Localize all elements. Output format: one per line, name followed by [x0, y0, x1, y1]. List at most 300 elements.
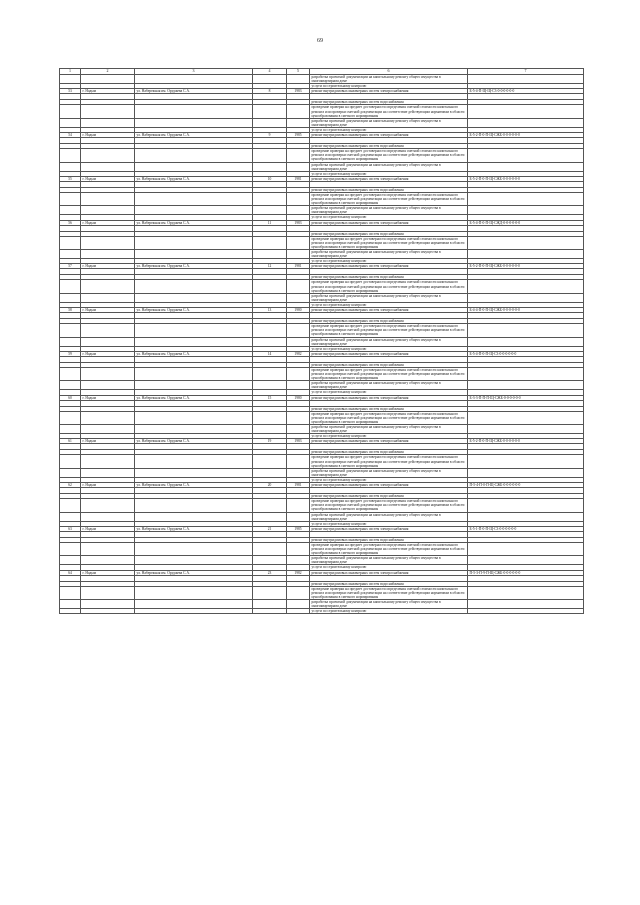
empty-cell: [253, 425, 287, 434]
empty-cell: [81, 411, 135, 424]
year-cell: 1981: [287, 264, 310, 269]
empty-cell: [253, 367, 287, 380]
house-number-cell: 15: [253, 395, 287, 400]
empty-cell: [287, 468, 310, 477]
work-type-cell: услуги по строительному контролю: [310, 521, 468, 526]
empty-cell: [253, 324, 287, 337]
empty-cell: [468, 324, 584, 337]
empty-cell: [81, 542, 135, 555]
empty-cell: [60, 192, 81, 205]
empty-cell: [81, 556, 135, 565]
column-number-cell: 1: [60, 69, 81, 75]
house-number-cell: 13: [253, 308, 287, 313]
table-row-entry: [60, 220, 584, 225]
empty-cell: [253, 280, 287, 293]
empty-cell: [60, 280, 81, 293]
empty-cell: [468, 337, 584, 346]
empty-cell: [81, 609, 135, 614]
row-number-cell: 63: [60, 526, 81, 531]
object-code-cell: Б-5-4-П-Щ-Щ-С3-0-0-0-0-0-0: [468, 89, 584, 94]
row-number-cell: 56: [60, 220, 81, 225]
object-code-cell: Б-3-3-П-П-П-Щ-СЖБ-0-0-0-0-0-0: [468, 395, 584, 400]
empty-cell: [60, 293, 81, 302]
row-number-cell: 61: [60, 439, 81, 444]
empty-cell: [253, 542, 287, 555]
table-row: [60, 162, 584, 171]
empty-cell: [135, 75, 253, 84]
table-row: [60, 542, 584, 555]
work-type-cell: услуги по строительному контролю: [310, 127, 468, 132]
table-row: [60, 337, 584, 346]
column-number-cell: 2: [81, 69, 135, 75]
empty-cell: [253, 381, 287, 390]
empty-cell: [60, 381, 81, 390]
empty-cell: [135, 556, 253, 565]
empty-cell: [468, 75, 584, 84]
empty-cell: [287, 293, 310, 302]
empty-cell: [287, 250, 310, 259]
empty-cell: [287, 236, 310, 249]
address-cell: ул. Набережная им. Оруджева С.А.: [135, 439, 253, 444]
row-number-cell: 53: [60, 89, 81, 94]
work-type-cell: ремонт внутридомовых инженерных систем электроснабжения: [310, 308, 468, 313]
work-type-cell: ремонт внутридомовых инженерных систем электроснабжения: [310, 526, 468, 531]
column-number-cell: 5: [287, 69, 310, 75]
work-type-cell: ремонт внутридомовых инженерных систем электроснабжения: [310, 264, 468, 269]
empty-cell: [135, 512, 253, 521]
table-row-entry: [60, 483, 584, 488]
address-cell: ул. Набережная им. Оруджева С.А.: [135, 526, 253, 531]
empty-cell: [468, 512, 584, 521]
work-type-cell: проведение проверки на предмет достоверности определения сметной стоимости капитального ремонта или проверки сметной документации на соответствие действующим нормативам в области ценообразования в сметного нормирования: [310, 455, 468, 468]
empty-cell: [468, 600, 584, 609]
city-cell: г. Надым: [81, 526, 135, 531]
table-row: [60, 600, 584, 609]
empty-cell: [468, 192, 584, 205]
work-type-cell: ремонт внутридомовых инженерных систем водоснабжения: [310, 362, 468, 367]
object-code-cell: Б-5-4-П-0-П-Щ-С3-0-0-0-0-0-0: [468, 351, 584, 356]
table-row: [60, 499, 584, 512]
empty-cell: [135, 206, 253, 215]
table-row-entry: [60, 351, 584, 356]
empty-cell: [135, 609, 253, 614]
empty-cell: [287, 105, 310, 118]
house-number-cell: 9: [253, 133, 287, 138]
empty-cell: [253, 512, 287, 521]
empty-cell: [253, 586, 287, 599]
empty-cell: [135, 381, 253, 390]
work-type-cell: ремонт внутридомовых инженерных систем водоснабжения: [310, 537, 468, 542]
row-number-cell: 59: [60, 351, 81, 356]
register-table: [59, 68, 584, 614]
empty-cell: [468, 455, 584, 468]
year-cell: 1982: [287, 570, 310, 575]
work-type-cell: ремонт внутридомовых инженерных систем водоснабжения: [310, 187, 468, 192]
work-type-cell: проведение проверки на предмет достоверности определения сметной стоимости капитального ремонта или проверки сметной документации на соответствие действующим нормативам в области ценообразования в сметного нормирования: [310, 149, 468, 162]
year-cell: 1980: [287, 308, 310, 313]
table-row-entry: [60, 570, 584, 575]
work-type-cell: разработка проектной документации на капитальному ремонту общего имущества в многоквартирном доме: [310, 206, 468, 215]
table-row: [60, 206, 584, 215]
year-cell: 1981: [287, 483, 310, 488]
work-type-cell: услуги по строительному контролю: [310, 215, 468, 220]
empty-cell: [135, 293, 253, 302]
empty-cell: [253, 206, 287, 215]
work-type-cell: ремонт внутридомовых инженерных систем водоснабжения: [310, 231, 468, 236]
empty-cell: [468, 542, 584, 555]
empty-cell: [253, 411, 287, 424]
empty-cell: [287, 75, 310, 84]
address-cell: ул. Набережная им. Оруджева С.А.: [135, 264, 253, 269]
empty-cell: [287, 206, 310, 215]
empty-cell: [81, 206, 135, 215]
empty-cell: [468, 381, 584, 390]
empty-cell: [287, 280, 310, 293]
empty-cell: [81, 367, 135, 380]
work-type-cell: услуги по строительному контролю: [310, 434, 468, 439]
house-number-cell: 12: [253, 264, 287, 269]
work-type-cell: проведение проверки на предмет достоверности определения сметной стоимости капитального ремонта или проверки сметной документации на соответствие действующим нормативам в области ценообразования в сметного нормирования: [310, 192, 468, 205]
empty-cell: [60, 206, 81, 215]
table-row: [60, 609, 584, 614]
house-number-cell: 21: [253, 526, 287, 531]
page-number: 69: [317, 38, 323, 44]
empty-cell: [287, 149, 310, 162]
address-cell: ул. Набережная им. Оруджева С.А.: [135, 395, 253, 400]
empty-cell: [60, 162, 81, 171]
work-type-cell: проведение проверки на предмет достоверности определения сметной стоимости капитального ремонта или проверки сметной документации на соответствие действующим нормативам в области ценообразования в сметного нормирования: [310, 542, 468, 555]
city-cell: г. Надым: [81, 439, 135, 444]
work-type-cell: разработка проектной документации на капитальному ремонту общего имущества в многоквартирном доме: [310, 381, 468, 390]
work-type-cell: проведение проверки на предмет достоверности определения сметной стоимости капитального ремонта или проверки сметной документации на соответствие действующим нормативам в области ценообразования в сметного нормирования: [310, 367, 468, 380]
empty-cell: [60, 250, 81, 259]
work-type-cell: услуги по строительному контролю: [310, 390, 468, 395]
empty-cell: [60, 499, 81, 512]
work-type-cell: услуги по строительному контролю: [310, 477, 468, 482]
table-row: [60, 250, 584, 259]
empty-cell: [135, 280, 253, 293]
empty-cell: [135, 499, 253, 512]
work-type-cell: разработка проектной документации на капитальному ремонту общего имущества в многоквартирном доме: [310, 425, 468, 434]
year-cell: 1985: [287, 526, 310, 531]
table-row-entry: [60, 133, 584, 138]
city-cell: г. Надым: [81, 308, 135, 313]
city-cell: г. Надым: [81, 264, 135, 269]
work-type-cell: разработка проектной документации на капитальному ремонту общего имущества в многоквартирном доме: [310, 118, 468, 127]
empty-cell: [253, 250, 287, 259]
empty-cell: [468, 206, 584, 215]
empty-cell: [253, 105, 287, 118]
empty-cell: [468, 367, 584, 380]
table-row: [60, 411, 584, 424]
empty-cell: [287, 556, 310, 565]
empty-cell: [253, 162, 287, 171]
work-type-cell: услуги по строительному контролю: [310, 259, 468, 264]
work-type-cell: ремонт внутридомовых инженерных систем электроснабжения: [310, 220, 468, 225]
empty-cell: [287, 425, 310, 434]
empty-cell: [60, 367, 81, 380]
work-type-cell: ремонт внутридомовых инженерных систем электроснабжения: [310, 133, 468, 138]
empty-cell: [253, 499, 287, 512]
empty-cell: [287, 455, 310, 468]
table-row: [60, 149, 584, 162]
year-cell: 1983: [287, 439, 310, 444]
work-type-cell: разработка проектной документации на капитальному ремонту общего имущества в многоквартирном доме: [310, 162, 468, 171]
table-row-entry: [60, 89, 584, 94]
year-cell: 1982: [287, 351, 310, 356]
city-cell: г. Надым: [81, 176, 135, 181]
table-row: [60, 468, 584, 477]
column-number-cell: 7: [468, 69, 584, 75]
empty-cell: [135, 250, 253, 259]
city-cell: г. Надым: [81, 395, 135, 400]
empty-cell: [287, 324, 310, 337]
empty-cell: [81, 149, 135, 162]
empty-cell: [81, 455, 135, 468]
column-number-cell: 6: [310, 69, 468, 75]
city-cell: г. Надым: [81, 89, 135, 94]
empty-cell: [81, 324, 135, 337]
empty-cell: [468, 411, 584, 424]
work-type-cell: услуги по строительному контролю: [310, 346, 468, 351]
empty-cell: [253, 236, 287, 249]
object-code-cell: Б-5-1-П-0-П-Щ-С3-0-0-0-0-0-0: [468, 526, 584, 531]
house-number-cell: 10: [253, 176, 287, 181]
work-type-cell: проведение проверки на предмет достоверности определения сметной стоимости капитального ремонта или проверки сметной документации на соответствие действующим нормативам в области ценообразования в сметного нормирования: [310, 324, 468, 337]
empty-cell: [60, 337, 81, 346]
empty-cell: [81, 600, 135, 609]
work-type-cell: услуги по строительному контролю: [310, 171, 468, 176]
empty-cell: [60, 324, 81, 337]
table-row-entry: [60, 264, 584, 269]
work-type-cell: услуги по строительному контролю: [310, 84, 468, 89]
row-number-cell: 54: [60, 133, 81, 138]
empty-cell: [81, 118, 135, 127]
empty-cell: [287, 499, 310, 512]
city-cell: г. Надым: [81, 351, 135, 356]
year-cell: 1983: [287, 89, 310, 94]
empty-cell: [81, 192, 135, 205]
work-type-cell: разработка проектной документации на капитальному ремонту общего имущества в многоквартирном доме: [310, 337, 468, 346]
work-type-cell: ремонт внутридомовых инженерных систем водоснабжения: [310, 144, 468, 149]
object-code-cell: Б-5-4-П-0-П-Щ-СЖД-0-0-0-0-0-0: [468, 220, 584, 225]
house-number-cell: 14: [253, 351, 287, 356]
empty-cell: [60, 236, 81, 249]
empty-cell: [60, 105, 81, 118]
empty-cell: [81, 162, 135, 171]
work-type-cell: ремонт внутридомовых инженерных систем электроснабжения: [310, 351, 468, 356]
empty-cell: [135, 411, 253, 424]
empty-cell: [468, 280, 584, 293]
city-cell: г. Надым: [81, 570, 135, 575]
address-cell: ул. Набережная им. Оруджева С.А.: [135, 351, 253, 356]
work-type-cell: разработка проектной документации на капитальному ремонту общего имущества в многоквартирном доме: [310, 75, 468, 84]
empty-cell: [468, 162, 584, 171]
house-number-cell: 11: [253, 220, 287, 225]
empty-cell: [81, 586, 135, 599]
work-type-cell: ремонт внутридомовых инженерных систем электроснабжения: [310, 395, 468, 400]
work-type-cell: ремонт внутридомовых инженерных систем электроснабжения: [310, 439, 468, 444]
work-type-cell: ремонт внутридомовых инженерных систем электроснабжения: [310, 176, 468, 181]
work-type-cell: ремонт внутридомовых инженерных систем водоснабжения: [310, 406, 468, 411]
empty-cell: [253, 609, 287, 614]
work-type-cell: проведение проверки на предмет достоверности определения сметной стоимости капитального ремонта или проверки сметной документации на соответствие действующим нормативам в области ценообразования в сметного нормирования: [310, 236, 468, 249]
work-type-cell: проведение проверки на предмет достоверности определения сметной стоимости капитального ремонта или проверки сметной документации на соответствие действующим нормативам в области ценообразования в сметного нормирования: [310, 105, 468, 118]
city-cell: г. Надым: [81, 220, 135, 225]
house-number-cell: 23: [253, 570, 287, 575]
empty-cell: [135, 192, 253, 205]
house-number-cell: 20: [253, 483, 287, 488]
empty-cell: [253, 556, 287, 565]
empty-cell: [60, 542, 81, 555]
empty-cell: [253, 149, 287, 162]
empty-cell: [60, 609, 81, 614]
table-row: [60, 381, 584, 390]
table-row-entry: [60, 439, 584, 444]
empty-cell: [253, 600, 287, 609]
empty-cell: [135, 105, 253, 118]
house-number-cell: 8: [253, 89, 287, 94]
object-code-cell: Б-4-4-П-0-П-Щ-СЖБ-0-0-0-0-0-0: [468, 308, 584, 313]
work-type-cell: ремонт внутридомовых инженерных систем электроснабжения: [310, 89, 468, 94]
empty-cell: [468, 468, 584, 477]
work-type-cell: ремонт внутридомовых инженерных систем водоснабжения: [310, 450, 468, 455]
empty-cell: [468, 118, 584, 127]
empty-cell: [135, 118, 253, 127]
empty-cell: [81, 75, 135, 84]
empty-cell: [60, 149, 81, 162]
empty-cell: [81, 236, 135, 249]
empty-cell: [253, 455, 287, 468]
empty-cell: [253, 118, 287, 127]
work-type-cell: ремонт внутридомовых инженерных систем электроснабжения: [310, 570, 468, 575]
empty-cell: [60, 556, 81, 565]
work-type-cell: ремонт внутридомовых инженерных систем водоснабжения: [310, 275, 468, 280]
row-number-cell: 62: [60, 483, 81, 488]
empty-cell: [81, 468, 135, 477]
work-type-cell: разработка проектной документации на капитальному ремонту общего имущества в многоквартирном доме: [310, 556, 468, 565]
work-type-cell: проведение проверки на предмет достоверности определения сметной стоимости капитального ремонта или проверки сметной документации на соответствие действующим нормативам в области ценообразования в сметного нормирования: [310, 411, 468, 424]
table-row: [60, 105, 584, 118]
work-type-cell: разработка проектной документации на капитальному ремонту общего имущества в многоквартирном доме: [310, 512, 468, 521]
empty-cell: [60, 75, 81, 84]
empty-cell: [468, 293, 584, 302]
table-row: [60, 293, 584, 302]
object-code-cell: Б-5-2-П-0-П-Щ-СЖБ-0-0-0-0-0-0: [468, 133, 584, 138]
work-type-cell: проведение проверки на предмет достоверности определения сметной стоимости капитального ремонта или проверки сметной документации на соответствие действующим нормативам в области ценообразования в сметного нормирования: [310, 586, 468, 599]
year-cell: 1985: [287, 133, 310, 138]
empty-cell: [135, 367, 253, 380]
empty-cell: [468, 250, 584, 259]
work-type-cell: услуги по строительному контролю: [310, 609, 468, 614]
empty-cell: [135, 455, 253, 468]
empty-cell: [135, 586, 253, 599]
table-row: [60, 236, 584, 249]
empty-cell: [253, 468, 287, 477]
table-row: [60, 192, 584, 205]
empty-cell: [287, 192, 310, 205]
empty-cell: [81, 512, 135, 521]
address-cell: ул. Набережная им. Оруджева С.А.: [135, 483, 253, 488]
year-cell: 1980: [287, 395, 310, 400]
empty-cell: [81, 293, 135, 302]
address-cell: ул. Набережная им. Оруджева С.А.: [135, 89, 253, 94]
work-type-cell: ремонт внутридомовых инженерных систем электроснабжения: [310, 483, 468, 488]
table-row: [60, 556, 584, 565]
empty-cell: [287, 542, 310, 555]
column-number-cell: 4: [253, 69, 287, 75]
empty-cell: [253, 192, 287, 205]
empty-cell: [81, 105, 135, 118]
empty-cell: [253, 337, 287, 346]
empty-cell: [60, 118, 81, 127]
empty-cell: [287, 118, 310, 127]
address-cell: ул. Набережная им. Оруджева С.А.: [135, 176, 253, 181]
empty-cell: [81, 280, 135, 293]
empty-cell: [468, 556, 584, 565]
empty-cell: [60, 600, 81, 609]
empty-cell: [60, 468, 81, 477]
row-number-cell: 55: [60, 176, 81, 181]
empty-cell: [468, 425, 584, 434]
work-type-cell: услуги по строительному контролю: [310, 565, 468, 570]
empty-cell: [287, 381, 310, 390]
table-row: [60, 280, 584, 293]
work-type-cell: услуги по строительному контролю: [310, 302, 468, 307]
work-type-cell: разработка проектной документации на капитальному ремонту общего имущества в многоквартирном доме: [310, 468, 468, 477]
row-number-cell: 60: [60, 395, 81, 400]
object-code-cell: Б-5-2-П-0-П-Щ-СЖБ-0-0-0-0-0-0: [468, 176, 584, 181]
row-number-cell: 58: [60, 308, 81, 313]
empty-cell: [287, 512, 310, 521]
object-code-cell: Б-5-2-П-0-П-Щ-СЖБ-0-0-0-0-0-0: [468, 264, 584, 269]
year-cell: 1983: [287, 220, 310, 225]
empty-cell: [81, 425, 135, 434]
empty-cell: [135, 324, 253, 337]
empty-cell: [468, 105, 584, 118]
empty-cell: [81, 499, 135, 512]
empty-cell: [468, 499, 584, 512]
empty-cell: [135, 600, 253, 609]
empty-cell: [253, 75, 287, 84]
row-number-cell: 57: [60, 264, 81, 269]
empty-cell: [60, 586, 81, 599]
empty-cell: [468, 586, 584, 599]
work-type-cell: ремонт внутридомовых инженерных систем водоснабжения: [310, 581, 468, 586]
row-number-cell: 64: [60, 570, 81, 575]
table-row: [60, 118, 584, 127]
empty-cell: [287, 411, 310, 424]
address-cell: ул. Набережная им. Оруджева С.А.: [135, 133, 253, 138]
work-type-cell: разработка проектной документации на капитальному ремонту общего имущества в многоквартирном доме: [310, 600, 468, 609]
year-cell: 1981: [287, 176, 310, 181]
table-row: [60, 425, 584, 434]
empty-cell: [135, 542, 253, 555]
empty-cell: [135, 337, 253, 346]
address-cell: ул. Набережная им. Оруджева С.А.: [135, 570, 253, 575]
empty-cell: [135, 425, 253, 434]
table-row: [60, 455, 584, 468]
table-row: [60, 512, 584, 521]
empty-cell: [60, 425, 81, 434]
object-code-cell: П-5-3-П-9-П-Щ-СЖБ-0-0-0-0-0-0: [468, 570, 584, 575]
house-number-cell: 19: [253, 439, 287, 444]
table-row-entry: [60, 176, 584, 181]
empty-cell: [81, 250, 135, 259]
empty-cell: [81, 337, 135, 346]
empty-cell: [468, 236, 584, 249]
table-row: [60, 586, 584, 599]
